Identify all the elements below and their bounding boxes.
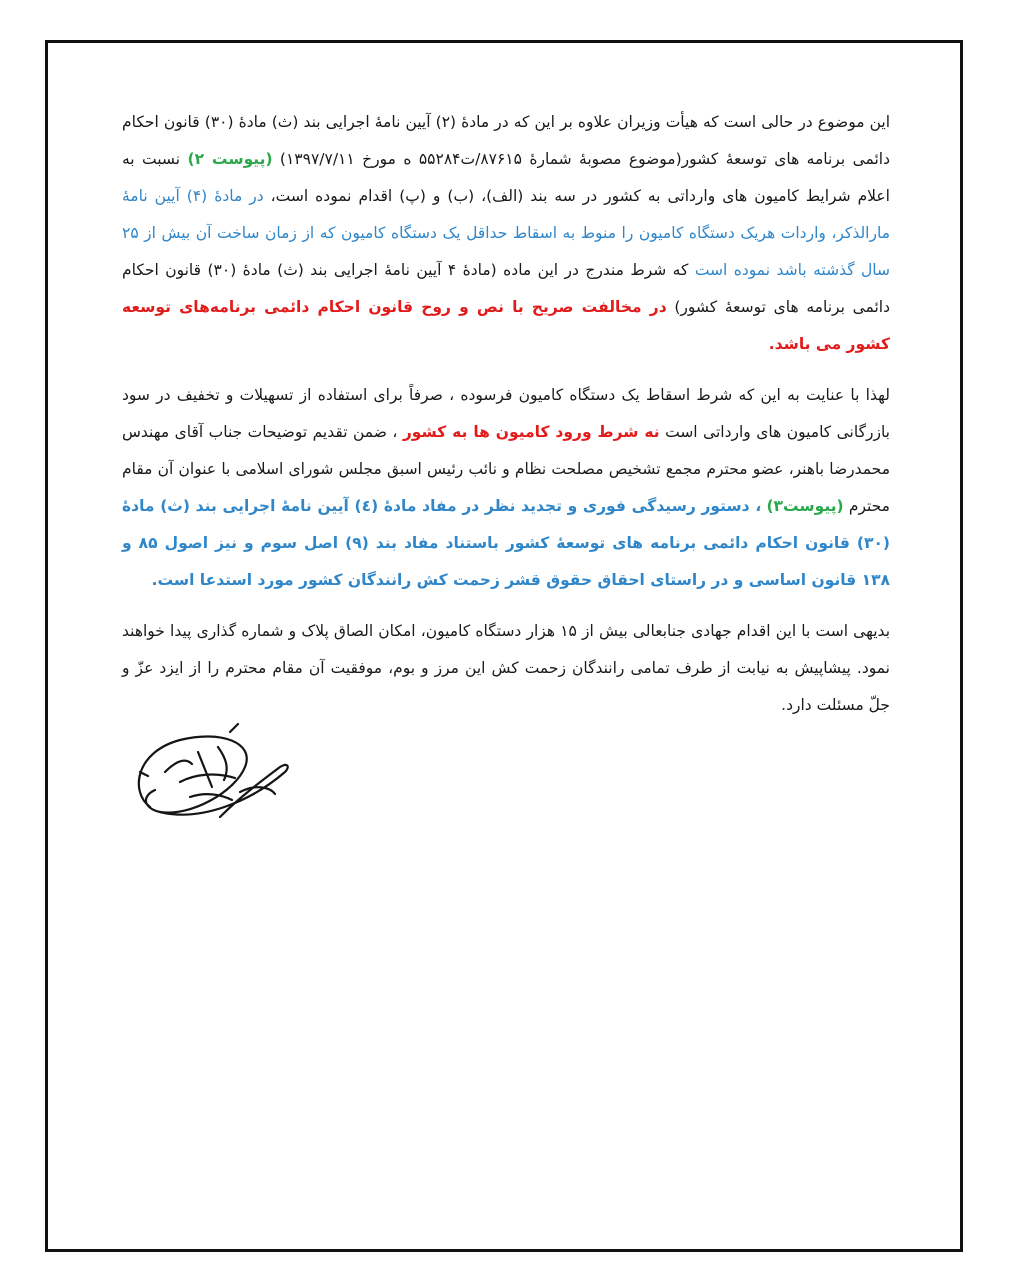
p2-highlight-request: ، دستور رسیدگی فوری و تجدید نظر در مفاد مادۀ (٤) آیین نامۀ اجرایی بند (ث) مادۀ (۳۰) قانون احکام دائمی برنامه های توسعۀ کشور باستناد مفاد بند (۹) اصل سوم و نیز اصول ۸۵ و ۱۳۸ قانون اساسی و در راستای احقاق حقوق قشر زحمت کش رانندگان کشور مورد استدعا است. bbox=[122, 497, 890, 589]
letter-body bbox=[122, 104, 890, 738]
p1-text-5: که شرط مندرج در این ماده (مادۀ ۴ آیین نامۀ اجرایی بند (ث) مادۀ (۳۰) قانون احکام دائمی برنامه های توسعۀ کشور) bbox=[122, 261, 890, 316]
p2-highlight-not-entry: نه شرط ورود کامیون ها به کشور bbox=[402, 423, 660, 441]
p1-highlight-contradiction: در مخالفت صریح با نص و روح قانون احکام دائمی برنامه‌های توسعه کشور می باشد. bbox=[122, 298, 890, 353]
attachment-2-ref: (پیوست ۲) bbox=[187, 150, 273, 168]
paragraph-2 bbox=[122, 377, 890, 599]
signature-drawing bbox=[120, 712, 320, 852]
p3-text-1: بدیهی است با این اقدام جهادی جنابعالی بیش از ۱۵ هزار دستگاه کامیون، امکان الصاق پلاک و شماره گذاری پیدا خواهند نمود. پیشاپیش به نیابت از طرف تمامی رانندگان زحمت کش این مرز و بوم، موفقیت آن مقام محترم را از ایزد عزّ و جلّ مسئلت دارد. bbox=[122, 622, 891, 714]
paragraph-1 bbox=[122, 104, 890, 363]
p1-text-1: این موضوع در حالی است که هیأت وزیران علاوه بر این که در مادۀ (۲) آیین نامۀ اجرایی بند (ث) مادۀ (۳۰) قانون احکام دائمی برنامه های توسعۀ کشور(موضوع مصوبۀ شمارۀ ۸۷۶۱۵/ت۵۵۲۸۴ ه مورخ ۱۳۹۷/۷/۱۱) bbox=[122, 113, 891, 168]
paragraph-3 bbox=[122, 613, 890, 724]
attachment-3-ref: (پیوست۳) bbox=[766, 497, 844, 515]
p2-text-3: ، ضمن تقدیم توضیحات جناب آقای مهندس محمدرضا باهنر، عضو محترم مجمع تشخیص مصلحت نظام و نائب رئیس اسبق مجلس شورای اسلامی با عنوان آن مقام محترم bbox=[122, 423, 890, 515]
signature bbox=[120, 712, 320, 852]
p2-text-1: لهذا با عنایت به این که شرط اسقاط یک دستگاه کامیون فرسوده ، صرفاً برای استفاده از تسهیلات و تخفیف در سود بازرگانی کامیون های وارداتی است bbox=[122, 386, 890, 441]
p1-text-3: نسبت به اعلام شرایط کامیون های وارداتی به کشور در سه بند (الف)، (ب) و (پ) اقدام نموده است، bbox=[122, 150, 890, 205]
p1-highlight-article-4: در مادۀ (۴) آیین نامۀ مارالذکر، واردات هریک دستگاه کامیون را منوط به اسقاط حداقل یک دستگاه کامیون که از زمان ساخت آن بیش از ۲۵ سال گذشته باشد نموده است bbox=[122, 187, 890, 279]
